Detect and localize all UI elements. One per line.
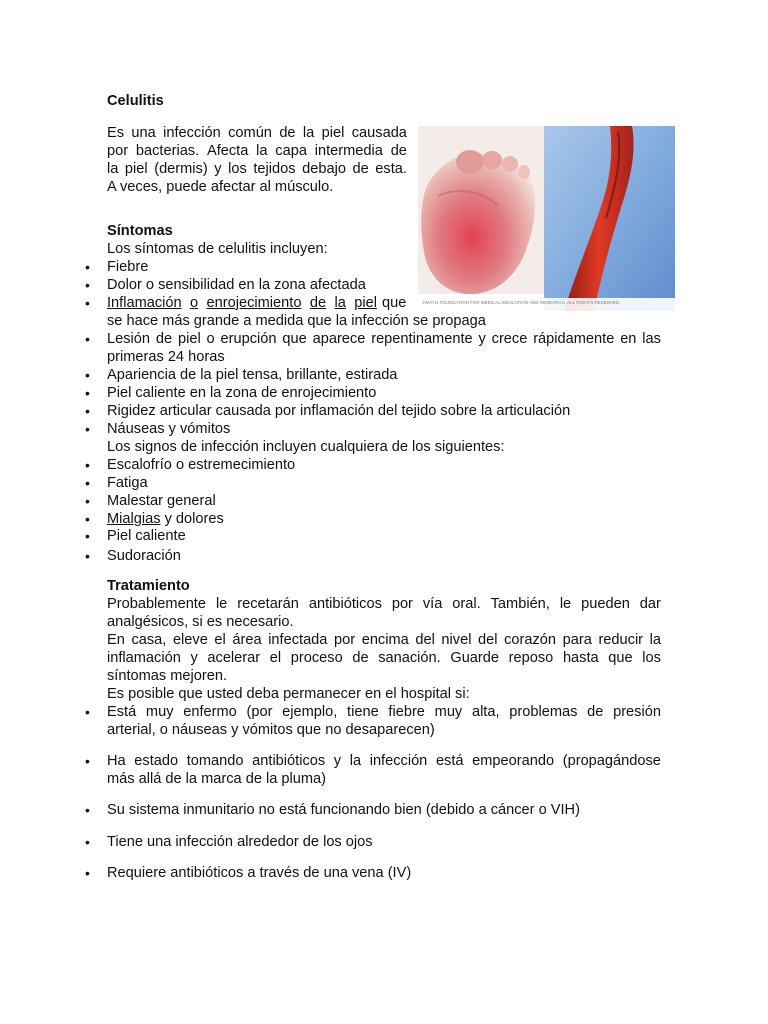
word: dar xyxy=(639,596,661,612)
word: presión xyxy=(613,704,661,720)
word: (propagándose xyxy=(562,753,661,769)
bullet-icon: • xyxy=(85,331,90,347)
inflammation-link[interactable] xyxy=(107,294,377,312)
word: pueden xyxy=(581,596,630,612)
word: vía xyxy=(422,596,443,612)
bullet-icon: • xyxy=(85,511,90,527)
hospital-item-4: Tiene una infección alrededor de los ojos xyxy=(107,834,373,850)
word: está xyxy=(435,753,464,769)
treatment-p2-line-1 xyxy=(107,631,661,649)
word: causada xyxy=(351,125,407,141)
treatment-p1-line-2: analgésicos, si es necesario. xyxy=(107,614,294,630)
word: casa, xyxy=(131,632,167,648)
treatment-p1-line-1 xyxy=(107,595,661,613)
word: la xyxy=(649,632,661,648)
hospital-item-2-line-1 xyxy=(107,752,661,770)
word: le xyxy=(559,596,572,612)
symptom-item-pain: Dolor o sensibilidad en la zona afectada xyxy=(107,277,366,293)
intro-line-1 xyxy=(107,124,407,142)
word: piel xyxy=(177,331,201,347)
bullet-icon: • xyxy=(85,802,90,818)
bullet-icon: • xyxy=(85,475,90,491)
word: hasta xyxy=(562,650,599,666)
word: que xyxy=(608,650,633,666)
word: nivel xyxy=(441,632,472,648)
word: enfermo xyxy=(183,704,237,720)
bullet-icon: • xyxy=(85,528,90,544)
lesion-line-2: primeras 24 horas xyxy=(107,349,225,365)
symptom-item-warm: Piel caliente en la zona de enrojecimiento xyxy=(107,385,377,401)
bullet-icon: • xyxy=(85,421,90,437)
word: encima xyxy=(361,632,409,648)
word: por xyxy=(334,632,356,648)
word: y xyxy=(214,161,222,177)
word: Guarde xyxy=(450,650,500,666)
word: eleve xyxy=(172,632,208,648)
intro-line-3 xyxy=(107,160,407,178)
word: ejemplo, xyxy=(282,704,338,720)
hospital-item-2-line-2: más allá de la marca de la pluma) xyxy=(107,771,327,787)
word: infección xyxy=(163,125,221,141)
word: (por xyxy=(246,704,273,720)
sign-item-malaise: Malestar general xyxy=(107,493,216,509)
word: tiene xyxy=(347,704,379,720)
word: acelerar xyxy=(207,650,261,666)
bullet-icon: • xyxy=(85,367,90,383)
word: de xyxy=(587,704,604,720)
word: para xyxy=(562,632,592,648)
word: la xyxy=(349,753,362,769)
word: antibióticos xyxy=(308,596,382,612)
word: Ha xyxy=(107,753,126,769)
symptom-item-fever: Fiebre xyxy=(107,259,149,275)
word: rápidamente xyxy=(533,331,615,347)
word[interactable]: de xyxy=(309,295,327,311)
bullet-icon: • xyxy=(85,259,90,275)
word: debajo xyxy=(302,161,346,177)
word: de xyxy=(390,143,407,159)
word: tejidos xyxy=(253,161,296,177)
word: el xyxy=(269,650,282,666)
word: En xyxy=(107,632,125,648)
page-title: Celulitis xyxy=(107,93,164,109)
symptoms-heading: Síntomas xyxy=(107,223,173,239)
word: los xyxy=(228,161,247,177)
word: la xyxy=(256,143,268,159)
word: alta, xyxy=(471,704,500,720)
word: Afecta xyxy=(206,143,249,159)
word: la xyxy=(107,161,119,177)
word[interactable]: piel xyxy=(354,295,377,311)
word: en xyxy=(620,331,637,347)
word: (dermis) xyxy=(154,161,208,177)
sign-item-sweating: Sudoración xyxy=(107,548,181,564)
hospital-item-5: Requiere antibióticos a través de una vena (IV) xyxy=(107,865,412,881)
word: infectada xyxy=(268,632,328,648)
word: de xyxy=(352,161,369,177)
treatment-p2-line-2 xyxy=(107,649,661,667)
word: sanación. xyxy=(378,650,441,666)
word: Lesión xyxy=(107,331,151,347)
treatment-heading: Tratamiento xyxy=(107,578,190,594)
word: inflamación xyxy=(107,650,181,666)
word: los xyxy=(642,650,661,666)
cellulitis-photo xyxy=(418,126,675,311)
word: de xyxy=(155,331,173,347)
word: común xyxy=(228,125,272,141)
word: reducir xyxy=(598,632,644,648)
word: Está xyxy=(107,704,137,720)
word: tomando xyxy=(186,753,244,769)
word: repentinamente xyxy=(371,331,473,347)
word: esta. xyxy=(375,161,407,177)
word: infección xyxy=(369,753,428,769)
word: una xyxy=(131,125,156,141)
bullet-icon: • xyxy=(85,548,90,564)
word: recetarán xyxy=(237,596,299,612)
hospital-item-1-line-2: arterial, o náuseas y vómitos que no desaparecen) xyxy=(107,722,435,738)
intro-line-2 xyxy=(107,142,407,160)
word: empeorando xyxy=(472,753,555,769)
bullet-icon: • xyxy=(85,385,90,401)
sign-item-chills: Escalofrío o estremecimiento xyxy=(107,457,296,473)
word: oral. xyxy=(452,596,481,612)
word: aparece xyxy=(312,331,366,347)
word: crece xyxy=(491,331,528,347)
word[interactable]: enrojecimiento xyxy=(206,295,302,311)
treatment-p2-line-3: síntomas mejoren. xyxy=(107,668,228,684)
word: intermedia xyxy=(314,143,383,159)
bullet-icon: • xyxy=(85,493,90,509)
word: de xyxy=(279,125,296,141)
word: erupción xyxy=(220,331,277,347)
word: la xyxy=(302,125,315,141)
hospital-item-3: Su sistema inmunitario no está funcionando bien (debido a cáncer o VIH) xyxy=(107,802,580,818)
symptom-item-nausea: Náuseas y vómitos xyxy=(107,421,231,437)
symptom-item-stiffness: Rigidez articular causada por inflamación del tejido sobre la articulación xyxy=(107,403,571,419)
inflammation-tail: que xyxy=(382,295,407,311)
sign-item-warm-skin: Piel caliente xyxy=(107,528,186,544)
sign-item-myalgia xyxy=(107,510,224,528)
bullet-icon: • xyxy=(85,277,90,293)
word[interactable]: o xyxy=(190,295,199,311)
word: estado xyxy=(134,753,179,769)
word: del xyxy=(478,632,498,648)
hospital-item-1-line-1 xyxy=(107,703,661,721)
word: muy xyxy=(145,704,174,720)
word: y xyxy=(478,331,486,347)
word: que xyxy=(282,331,307,347)
sign-item-fatigue: Fatiga xyxy=(107,475,148,491)
word: y xyxy=(333,753,342,769)
hospital-intro: Es posible que usted deba permanecer en el hospital si: xyxy=(107,686,470,702)
word: problemas xyxy=(509,704,578,720)
word: piel xyxy=(321,125,345,141)
word: Es xyxy=(107,125,125,141)
word: las xyxy=(642,331,661,347)
word: y xyxy=(190,650,198,666)
word: corazón xyxy=(504,632,557,648)
bullet-icon: • xyxy=(85,457,90,473)
word: muy xyxy=(434,704,463,720)
bullet-icon: • xyxy=(85,865,90,881)
word: Probablemente xyxy=(107,596,206,612)
word[interactable]: la xyxy=(334,295,346,311)
bullet-icon: • xyxy=(85,834,90,850)
bullet-icon: • xyxy=(85,704,90,720)
word: de xyxy=(352,650,369,666)
photo-credit: ©MAYO FOUNDATION FOR MEDICAL EDUCATION AND RESEARCH. ALL RIGHTS RESERVED. xyxy=(422,300,621,305)
word: capa xyxy=(275,143,307,159)
word: área xyxy=(232,632,262,648)
bullet-icon: • xyxy=(85,403,90,419)
intro-line-4: A veces, puede afectar al músculo. xyxy=(107,179,334,195)
bullet-icon: • xyxy=(85,753,90,769)
lesion-line-1 xyxy=(107,330,661,348)
symptom-item-skin: Apariencia de la piel tensa, brillante, estirada xyxy=(107,367,398,383)
symptoms-intro: Los síntomas de celulitis incluyen: xyxy=(107,241,328,257)
word[interactable]: Inflamación xyxy=(107,295,182,311)
signs-intro: Los signos de infección incluyen cualquiera de los siguientes: xyxy=(107,439,505,455)
inflammation-line-2: se hace más grande a medida que la infección se propaga xyxy=(107,313,486,329)
word: le xyxy=(215,596,228,612)
word: piel xyxy=(124,161,148,177)
word: bacterias. xyxy=(135,143,200,159)
word: del xyxy=(415,632,435,648)
word: reposo xyxy=(508,650,554,666)
word: fiebre xyxy=(388,704,425,720)
word: por xyxy=(107,143,129,159)
bullet-icon: • xyxy=(85,295,90,311)
word: También, xyxy=(490,596,550,612)
myalgia-link[interactable]: Mialgias xyxy=(107,511,161,527)
word: antibióticos xyxy=(252,753,326,769)
word: proceso xyxy=(290,650,343,666)
myalgia-tail: y dolores xyxy=(160,511,224,527)
word: el xyxy=(214,632,226,648)
word: por xyxy=(391,596,413,612)
word: o xyxy=(206,331,215,347)
